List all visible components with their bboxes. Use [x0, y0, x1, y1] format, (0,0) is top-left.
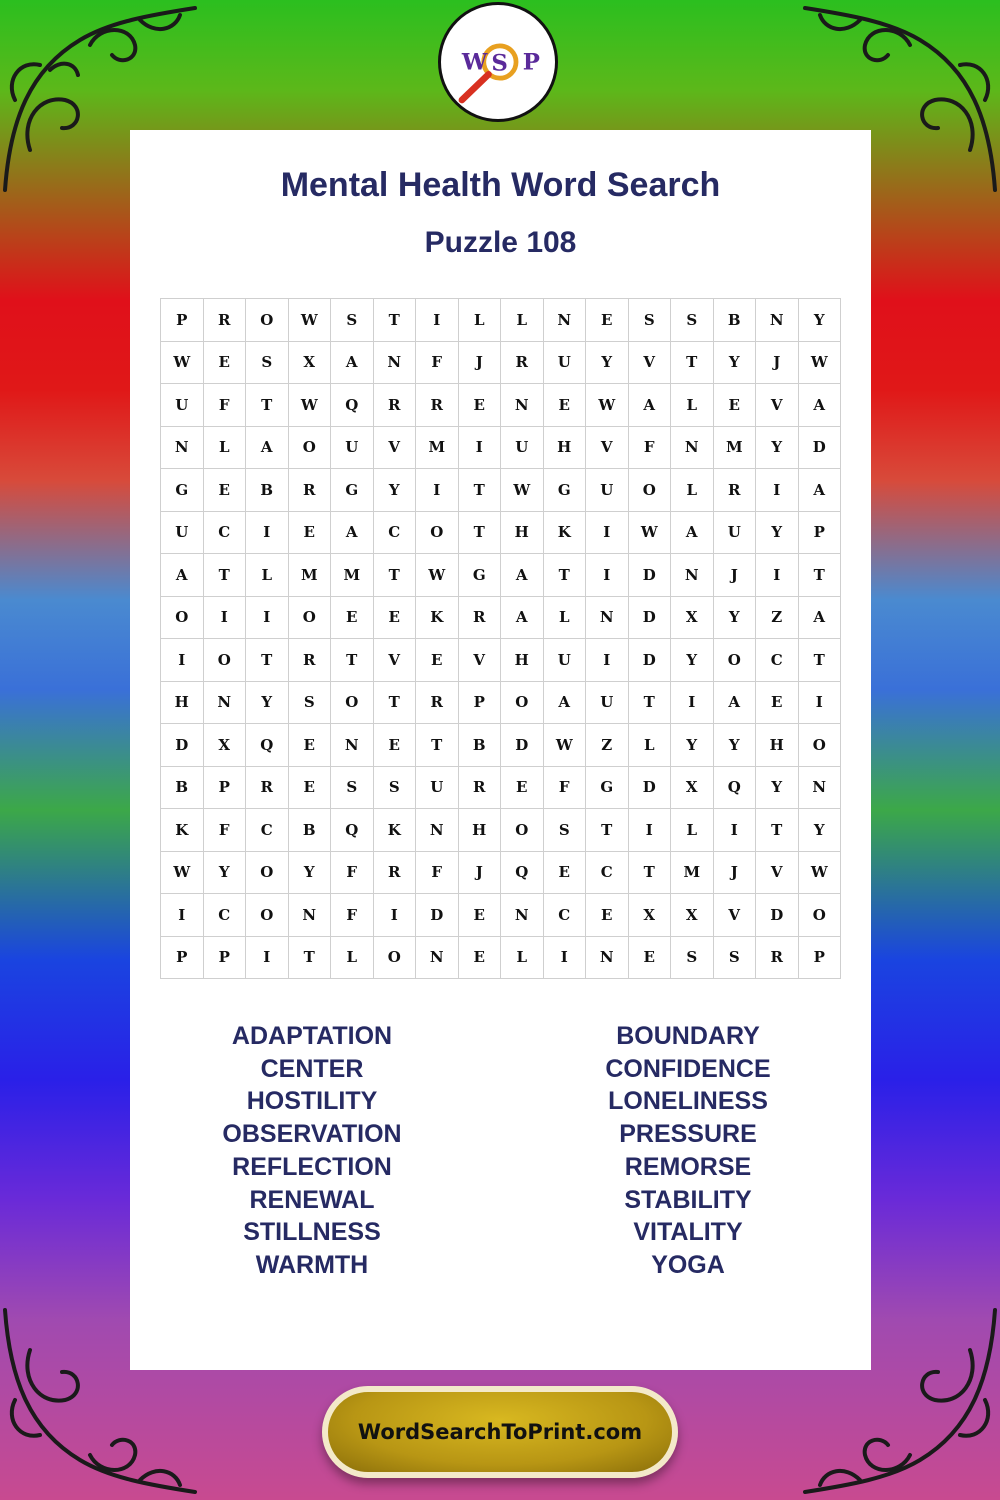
- grid-cell[interactable]: R: [459, 767, 502, 810]
- grid-cell[interactable]: A: [799, 384, 842, 427]
- grid-cell[interactable]: O: [799, 724, 842, 767]
- word-list-item: ADAPTATION: [231, 1022, 393, 1050]
- grid-cell[interactable]: R: [374, 384, 417, 427]
- grid-cell[interactable]: W: [501, 469, 544, 512]
- grid-cell[interactable]: S: [331, 299, 374, 342]
- grid-cell[interactable]: P: [204, 767, 247, 810]
- grid-cell[interactable]: E: [289, 767, 332, 810]
- grid-cell[interactable]: O: [416, 512, 459, 555]
- grid-cell[interactable]: O: [799, 894, 842, 937]
- grid-cell[interactable]: W: [544, 724, 587, 767]
- grid-cell[interactable]: N: [374, 342, 417, 385]
- grid-cell[interactable]: H: [501, 512, 544, 555]
- grid-cell[interactable]: D: [756, 894, 799, 937]
- grid-cell[interactable]: O: [204, 639, 247, 682]
- grid-cell[interactable]: A: [246, 427, 289, 470]
- grid-cell[interactable]: V: [459, 639, 502, 682]
- grid-cell[interactable]: E: [289, 512, 332, 555]
- word-list-item: STABILITY: [624, 1185, 752, 1214]
- grid-cell[interactable]: I: [246, 937, 289, 980]
- grid-cell[interactable]: N: [161, 427, 204, 470]
- word-list-item: RENEWAL: [249, 1185, 375, 1214]
- grid-cell[interactable]: V: [714, 894, 757, 937]
- grid-cell[interactable]: E: [459, 937, 502, 980]
- grid-cell[interactable]: E: [586, 299, 629, 342]
- grid-cell[interactable]: Y: [799, 299, 842, 342]
- grid-cell[interactable]: E: [544, 852, 587, 895]
- grid-cell[interactable]: V: [756, 852, 799, 895]
- grid-cell[interactable]: A: [629, 384, 672, 427]
- grid-cell[interactable]: K: [544, 512, 587, 555]
- grid-cell[interactable]: U: [586, 682, 629, 725]
- grid-cell[interactable]: R: [416, 384, 459, 427]
- grid-cell[interactable]: I: [246, 597, 289, 640]
- grid-cell[interactable]: I: [161, 894, 204, 937]
- grid-cell[interactable]: D: [629, 767, 672, 810]
- grid-cell[interactable]: L: [671, 384, 714, 427]
- grid-cell[interactable]: X: [671, 767, 714, 810]
- grid-cell[interactable]: L: [331, 937, 374, 980]
- grid-cell[interactable]: Q: [331, 809, 374, 852]
- grid-cell[interactable]: L: [629, 724, 672, 767]
- grid-cell[interactable]: L: [204, 427, 247, 470]
- grid-cell[interactable]: F: [331, 852, 374, 895]
- grid-cell[interactable]: R: [246, 767, 289, 810]
- word-list-item: BOUNDARY: [616, 1022, 760, 1050]
- grid-cell[interactable]: S: [671, 299, 714, 342]
- grid-cell[interactable]: O: [629, 469, 672, 512]
- grid-cell[interactable]: Y: [671, 724, 714, 767]
- grid-cell[interactable]: Q: [501, 852, 544, 895]
- grid-cell[interactable]: S: [671, 937, 714, 980]
- grid-cell[interactable]: X: [629, 894, 672, 937]
- grid-cell[interactable]: N: [501, 894, 544, 937]
- grid-cell[interactable]: W: [586, 384, 629, 427]
- grid-cell[interactable]: T: [799, 639, 842, 682]
- grid-cell[interactable]: A: [799, 469, 842, 512]
- grid-cell[interactable]: W: [161, 852, 204, 895]
- word-list-item: CENTER: [260, 1054, 364, 1083]
- grid-cell[interactable]: X: [289, 342, 332, 385]
- grid-cell[interactable]: Y: [756, 427, 799, 470]
- grid-cell[interactable]: C: [204, 512, 247, 555]
- grid-cell[interactable]: E: [374, 597, 417, 640]
- grid-cell[interactable]: A: [714, 682, 757, 725]
- grid-cell[interactable]: T: [246, 384, 289, 427]
- grid-cell[interactable]: T: [756, 809, 799, 852]
- grid-cell[interactable]: R: [416, 682, 459, 725]
- grid-cell[interactable]: G: [544, 469, 587, 512]
- grid-cell[interactable]: X: [204, 724, 247, 767]
- grid-cell[interactable]: U: [544, 342, 587, 385]
- grid-cell[interactable]: A: [501, 597, 544, 640]
- grid-cell[interactable]: N: [671, 427, 714, 470]
- grid-cell[interactable]: S: [246, 342, 289, 385]
- puzzle-card: [130, 130, 871, 1370]
- grid-cell[interactable]: L: [501, 937, 544, 980]
- grid-cell[interactable]: U: [416, 767, 459, 810]
- grid-cell[interactable]: E: [374, 724, 417, 767]
- grid-cell[interactable]: D: [416, 894, 459, 937]
- grid-cell[interactable]: U: [586, 469, 629, 512]
- grid-cell[interactable]: D: [799, 427, 842, 470]
- grid-cell[interactable]: E: [459, 894, 502, 937]
- grid-cell[interactable]: F: [544, 767, 587, 810]
- grid-cell[interactable]: E: [331, 597, 374, 640]
- grid-cell[interactable]: R: [204, 299, 247, 342]
- grid-cell[interactable]: L: [671, 809, 714, 852]
- grid-cell[interactable]: O: [246, 299, 289, 342]
- grid-cell[interactable]: I: [586, 554, 629, 597]
- grid-cell[interactable]: T: [459, 512, 502, 555]
- logo-letter-p: P: [522, 49, 540, 76]
- grid-cell[interactable]: E: [544, 384, 587, 427]
- word-list-item: WARMTH: [255, 1250, 369, 1279]
- grid-cell[interactable]: I: [586, 639, 629, 682]
- grid-cell[interactable]: A: [544, 682, 587, 725]
- grid-cell[interactable]: G: [331, 469, 374, 512]
- grid-cell[interactable]: W: [289, 299, 332, 342]
- grid-cell[interactable]: H: [756, 724, 799, 767]
- grid-cell[interactable]: H: [501, 639, 544, 682]
- grid-cell[interactable]: S: [629, 299, 672, 342]
- grid-cell[interactable]: O: [501, 809, 544, 852]
- word-list-item: LONELINESS: [608, 1087, 768, 1116]
- grid-cell[interactable]: W: [416, 554, 459, 597]
- grid-cell[interactable]: Y: [714, 342, 757, 385]
- grid-cell[interactable]: I: [416, 299, 459, 342]
- grid-cell[interactable]: P: [459, 682, 502, 725]
- grid-cell[interactable]: E: [459, 384, 502, 427]
- grid-cell[interactable]: I: [756, 554, 799, 597]
- word-list-item: HOSTILITY: [246, 1087, 378, 1116]
- grid-cell[interactable]: O: [246, 894, 289, 937]
- grid-cell[interactable]: T: [459, 469, 502, 512]
- word-list-item: OBSERVATION: [222, 1120, 402, 1149]
- grid-cell[interactable]: F: [416, 852, 459, 895]
- grid-cell[interactable]: T: [799, 554, 842, 597]
- grid-cell[interactable]: Z: [756, 597, 799, 640]
- grid-cell[interactable]: X: [671, 894, 714, 937]
- grid-cell[interactable]: U: [501, 427, 544, 470]
- grid-cell[interactable]: N: [331, 724, 374, 767]
- grid-cell[interactable]: P: [204, 937, 247, 980]
- grid-cell[interactable]: A: [331, 512, 374, 555]
- grid-cell[interactable]: T: [374, 682, 417, 725]
- grid-cell[interactable]: N: [799, 767, 842, 810]
- grid-cell[interactable]: U: [161, 384, 204, 427]
- grid-cell[interactable]: Q: [331, 384, 374, 427]
- grid-cell[interactable]: I: [416, 469, 459, 512]
- grid-cell[interactable]: O: [246, 852, 289, 895]
- grid-cell[interactable]: Y: [586, 342, 629, 385]
- word-list-left: [162, 1020, 462, 1282]
- grid-cell[interactable]: P: [161, 937, 204, 980]
- grid-cell[interactable]: M: [289, 554, 332, 597]
- grid-cell[interactable]: R: [374, 852, 417, 895]
- grid-cell[interactable]: O: [289, 597, 332, 640]
- grid-cell[interactable]: R: [289, 639, 332, 682]
- grid-cell[interactable]: I: [246, 512, 289, 555]
- grid-cell[interactable]: O: [331, 682, 374, 725]
- grid-cell[interactable]: Y: [204, 852, 247, 895]
- grid-cell[interactable]: M: [671, 852, 714, 895]
- grid-cell[interactable]: T: [374, 299, 417, 342]
- site-link-button[interactable]: [322, 1386, 678, 1478]
- grid-cell[interactable]: Y: [756, 767, 799, 810]
- grid-cell[interactable]: Y: [289, 852, 332, 895]
- grid-cell[interactable]: B: [289, 809, 332, 852]
- site-link-label: WordSearchToPrint.com: [357, 1420, 643, 1444]
- grid-cell[interactable]: H: [161, 682, 204, 725]
- grid-cell[interactable]: T: [586, 809, 629, 852]
- word-list-item: VITALITY: [633, 1218, 743, 1247]
- grid-cell[interactable]: B: [714, 299, 757, 342]
- grid-cell[interactable]: M: [714, 427, 757, 470]
- grid-cell[interactable]: L: [544, 597, 587, 640]
- grid-cell[interactable]: N: [756, 299, 799, 342]
- grid-cell[interactable]: N: [204, 682, 247, 725]
- grid-cell[interactable]: T: [289, 937, 332, 980]
- grid-cell[interactable]: E: [714, 384, 757, 427]
- grid-cell[interactable]: F: [331, 894, 374, 937]
- grid-cell[interactable]: V: [586, 427, 629, 470]
- grid-cell[interactable]: O: [714, 639, 757, 682]
- grid-cell[interactable]: R: [714, 469, 757, 512]
- grid-cell[interactable]: I: [671, 682, 714, 725]
- grid-cell[interactable]: U: [161, 512, 204, 555]
- word-list-item: YOGA: [651, 1250, 725, 1279]
- grid-cell[interactable]: N: [671, 554, 714, 597]
- grid-cell[interactable]: W: [629, 512, 672, 555]
- grid-cell[interactable]: Q: [714, 767, 757, 810]
- word-list-item: CONFIDENCE: [605, 1054, 771, 1083]
- grid-cell[interactable]: N: [586, 597, 629, 640]
- grid-cell[interactable]: E: [204, 342, 247, 385]
- grid-cell[interactable]: J: [714, 554, 757, 597]
- word-list-right: [538, 1020, 838, 1282]
- grid-cell[interactable]: H: [459, 809, 502, 852]
- grid-cell[interactable]: R: [756, 937, 799, 980]
- letter-grid: [160, 298, 841, 979]
- grid-cell[interactable]: S: [374, 767, 417, 810]
- grid-cell[interactable]: P: [799, 512, 842, 555]
- grid-cell[interactable]: T: [204, 554, 247, 597]
- grid-cell[interactable]: J: [714, 852, 757, 895]
- grid-cell[interactable]: M: [331, 554, 374, 597]
- grid-cell[interactable]: I: [629, 809, 672, 852]
- grid-cell[interactable]: R: [289, 469, 332, 512]
- grid-cell[interactable]: P: [799, 937, 842, 980]
- grid-cell[interactable]: E: [586, 894, 629, 937]
- grid-cell[interactable]: T: [246, 639, 289, 682]
- grid-cell[interactable]: X: [671, 597, 714, 640]
- grid-cell[interactable]: C: [374, 512, 417, 555]
- grid-cell[interactable]: Y: [799, 809, 842, 852]
- grid-cell[interactable]: C: [756, 639, 799, 682]
- grid-cell[interactable]: F: [204, 809, 247, 852]
- grid-cell[interactable]: I: [544, 937, 587, 980]
- grid-cell[interactable]: Y: [714, 724, 757, 767]
- grid-cell[interactable]: I: [459, 427, 502, 470]
- grid-cell[interactable]: C: [586, 852, 629, 895]
- grid-cell[interactable]: Y: [756, 512, 799, 555]
- grid-cell[interactable]: R: [501, 342, 544, 385]
- puzzle-number: Puzzle 108: [424, 226, 577, 259]
- grid-cell[interactable]: N: [416, 809, 459, 852]
- grid-cell[interactable]: W: [161, 342, 204, 385]
- grid-cell[interactable]: T: [331, 639, 374, 682]
- grid-cell[interactable]: E: [204, 469, 247, 512]
- grid-cell[interactable]: C: [246, 809, 289, 852]
- grid-cell[interactable]: A: [671, 512, 714, 555]
- grid-cell[interactable]: G: [161, 469, 204, 512]
- grid-cell[interactable]: E: [289, 724, 332, 767]
- grid-cell[interactable]: J: [459, 852, 502, 895]
- grid-cell[interactable]: A: [501, 554, 544, 597]
- grid-cell[interactable]: N: [416, 937, 459, 980]
- grid-cell[interactable]: U: [544, 639, 587, 682]
- grid-cell[interactable]: I: [586, 512, 629, 555]
- grid-cell[interactable]: V: [374, 639, 417, 682]
- grid-cell[interactable]: W: [799, 852, 842, 895]
- grid-cell[interactable]: E: [501, 767, 544, 810]
- grid-cell[interactable]: Q: [246, 724, 289, 767]
- grid-cell[interactable]: T: [629, 852, 672, 895]
- word-list-item: REFLECTION: [232, 1152, 392, 1181]
- grid-cell[interactable]: L: [459, 299, 502, 342]
- grid-cell[interactable]: K: [374, 809, 417, 852]
- grid-cell[interactable]: N: [544, 299, 587, 342]
- grid-cell[interactable]: A: [799, 597, 842, 640]
- grid-cell[interactable]: G: [586, 767, 629, 810]
- grid-cell[interactable]: W: [799, 342, 842, 385]
- grid-cell[interactable]: K: [416, 597, 459, 640]
- grid-cell[interactable]: S: [714, 937, 757, 980]
- grid-cell[interactable]: U: [331, 427, 374, 470]
- grid-cell[interactable]: T: [671, 342, 714, 385]
- grid-cell[interactable]: I: [799, 682, 842, 725]
- grid-cell[interactable]: R: [459, 597, 502, 640]
- logo-letter-w: W: [461, 49, 488, 76]
- grid-cell[interactable]: T: [374, 554, 417, 597]
- grid-cell[interactable]: I: [714, 809, 757, 852]
- grid-cell[interactable]: T: [416, 724, 459, 767]
- grid-cell[interactable]: I: [756, 469, 799, 512]
- grid-cell[interactable]: B: [246, 469, 289, 512]
- grid-cell[interactable]: N: [289, 894, 332, 937]
- grid-cell[interactable]: E: [756, 682, 799, 725]
- grid-cell[interactable]: V: [629, 342, 672, 385]
- grid-cell[interactable]: V: [756, 384, 799, 427]
- grid-cell[interactable]: L: [501, 299, 544, 342]
- grid-cell[interactable]: S: [289, 682, 332, 725]
- grid-cell[interactable]: E: [629, 937, 672, 980]
- grid-cell[interactable]: J: [459, 342, 502, 385]
- grid-cell[interactable]: T: [629, 682, 672, 725]
- grid-cell[interactable]: D: [161, 724, 204, 767]
- grid-cell[interactable]: A: [331, 342, 374, 385]
- grid-cell[interactable]: E: [416, 639, 459, 682]
- grid-cell[interactable]: J: [756, 342, 799, 385]
- grid-cell[interactable]: Y: [246, 682, 289, 725]
- grid-cell[interactable]: I: [161, 639, 204, 682]
- grid-cell[interactable]: F: [416, 342, 459, 385]
- grid-cell[interactable]: O: [289, 427, 332, 470]
- word-list-item: STILLNESS: [243, 1218, 381, 1247]
- word-list-item: REMORSE: [624, 1152, 752, 1181]
- grid-cell[interactable]: N: [586, 937, 629, 980]
- grid-cell[interactable]: D: [629, 554, 672, 597]
- grid-cell[interactable]: O: [161, 597, 204, 640]
- grid-cell[interactable]: Y: [714, 597, 757, 640]
- logo-letter-s: S: [491, 50, 508, 77]
- grid-cell[interactable]: Z: [586, 724, 629, 767]
- word-list-item: PRESSURE: [619, 1120, 757, 1149]
- grid-cell[interactable]: P: [161, 299, 204, 342]
- grid-cell[interactable]: D: [629, 597, 672, 640]
- grid-cell[interactable]: B: [459, 724, 502, 767]
- page-title: Mental Health Word Search: [280, 166, 721, 204]
- grid-cell[interactable]: N: [501, 384, 544, 427]
- grid-cell[interactable]: H: [544, 427, 587, 470]
- grid-cell[interactable]: U: [714, 512, 757, 555]
- grid-cell[interactable]: V: [374, 427, 417, 470]
- grid-cell[interactable]: A: [161, 554, 204, 597]
- grid-cell[interactable]: S: [544, 809, 587, 852]
- grid-cell[interactable]: C: [204, 894, 247, 937]
- grid-cell[interactable]: W: [289, 384, 332, 427]
- grid-cell[interactable]: O: [374, 937, 417, 980]
- grid-cell[interactable]: F: [629, 427, 672, 470]
- grid-cell[interactable]: Y: [671, 639, 714, 682]
- grid-cell[interactable]: L: [246, 554, 289, 597]
- grid-cell[interactable]: F: [204, 384, 247, 427]
- grid-cell[interactable]: S: [331, 767, 374, 810]
- grid-cell[interactable]: D: [501, 724, 544, 767]
- grid-cell[interactable]: D: [629, 639, 672, 682]
- grid-cell[interactable]: O: [501, 682, 544, 725]
- grid-cell[interactable]: L: [671, 469, 714, 512]
- wsp-logo[interactable]: [438, 2, 558, 122]
- grid-cell[interactable]: B: [161, 767, 204, 810]
- grid-cell[interactable]: G: [459, 554, 502, 597]
- grid-cell[interactable]: K: [161, 809, 204, 852]
- grid-cell[interactable]: I: [204, 597, 247, 640]
- grid-cell[interactable]: M: [416, 427, 459, 470]
- grid-cell[interactable]: Y: [374, 469, 417, 512]
- grid-cell[interactable]: T: [544, 554, 587, 597]
- grid-cell[interactable]: I: [374, 894, 417, 937]
- grid-cell[interactable]: C: [544, 894, 587, 937]
